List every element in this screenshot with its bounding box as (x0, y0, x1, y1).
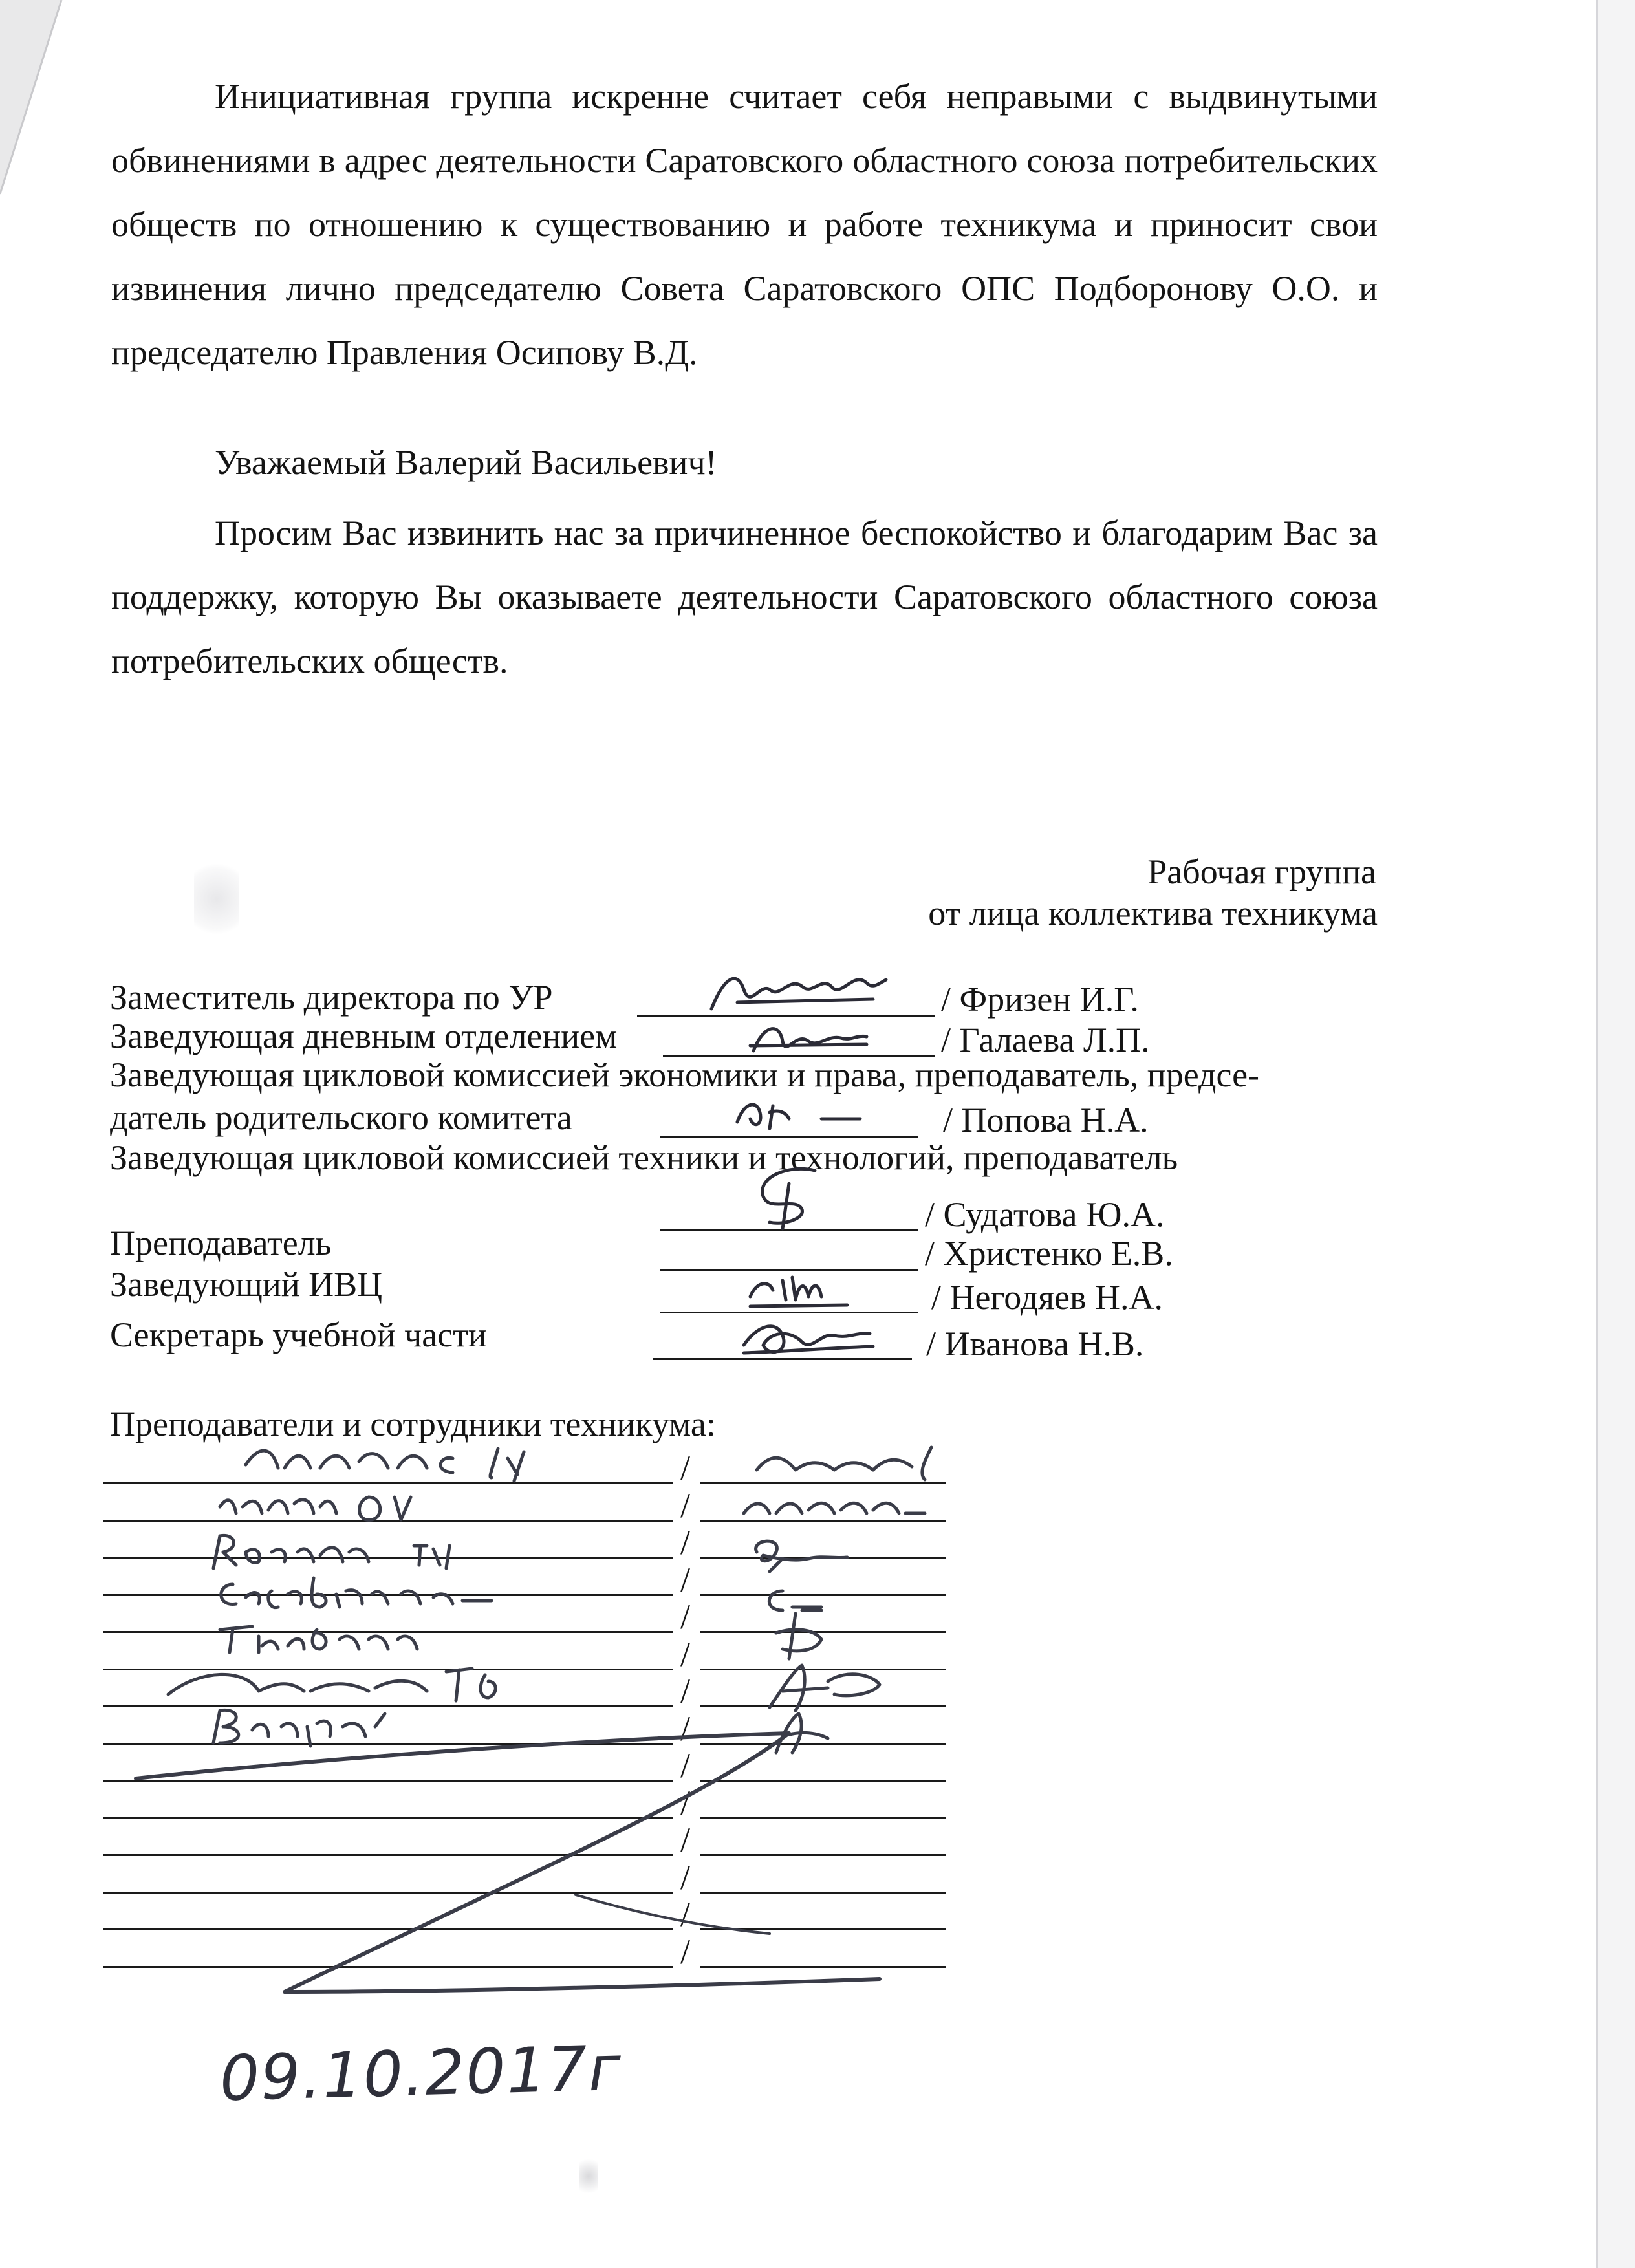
signatory-name: / Фризен И.Г. (941, 980, 1139, 1019)
staff-separator: / (680, 1523, 691, 1562)
staff-signature-2 (737, 1481, 931, 1533)
staff-separator: / (680, 1709, 691, 1748)
staff-separator: / (680, 1449, 691, 1487)
signature-ivanova (731, 1306, 886, 1371)
staff-heading: Преподаватели и сотрудники техникума: (110, 1405, 716, 1443)
working-group-subtitle: от лица коллектива техникума (928, 894, 1378, 933)
staff-separator: / (680, 1634, 691, 1674)
staff-separator: / (680, 1895, 691, 1934)
staff-separator: / (680, 1820, 691, 1859)
staff-separator: / (680, 1783, 691, 1822)
staff-separator: / (680, 1560, 691, 1599)
working-group-title: Рабочая группа (1147, 852, 1376, 891)
signatory-position: Преподаватель (110, 1224, 332, 1262)
signatory-position: Заведующая дневным отделением (110, 1017, 618, 1055)
signatory-name: / Иванова Н.В. (926, 1324, 1144, 1363)
salutation: Уважаемый Валерий Васильевич! (215, 443, 717, 482)
staff-separator: / (680, 1857, 691, 1897)
signatory-position: Секретарь учебной части (110, 1315, 487, 1354)
staff-separator: / (680, 1485, 691, 1525)
folded-corner (0, 0, 78, 207)
signatory-position: датель родительского комитета (110, 1098, 572, 1137)
staff-separator: / (680, 1672, 691, 1711)
paper-edge (1597, 0, 1635, 2268)
signature-popova (724, 1086, 880, 1138)
signatory-position: Заведующая цикловой комиссией техники и технологий, преподаватель (110, 1138, 1178, 1177)
staff-signature-3 (744, 1526, 873, 1578)
signatory-name: / Галаева Л.П. (941, 1021, 1150, 1059)
signatory-name: / Христенко Е.В. (925, 1234, 1173, 1273)
paragraph-1: Инициативная группа искренне считает себя неправыми с выдвинутыми обвинениями в адрес деятельности Саратовского областного союза потребительских обществ по отношению к существованию и работе техникума и приносит свои извинения лично председателю Совета Саратовского ОПС Подборонову О.О. и председателю Правления Осипову В.Д. (111, 77, 1378, 372)
staff-separator: / (680, 1746, 691, 1785)
staff-signature-1 (744, 1434, 951, 1486)
scan-smudge (579, 2154, 598, 2199)
staff-separator: / (680, 1597, 691, 1636)
letter-body (111, 65, 1378, 693)
scan-smudge (194, 854, 239, 944)
staff-separator: / (680, 1932, 691, 1971)
signatory-position: Заведующий ИВЦ (110, 1265, 383, 1304)
strike-through-mark (123, 1720, 964, 2011)
signature-galaeva (744, 1012, 873, 1064)
paragraph-2: Просим Вас извинить нас за причиненное беспокойство и благодарим Вас за поддержку, которую Вы оказываете деятельности Саратовского областного союза потребительских обществ. (111, 513, 1378, 680)
signatory-position: Заведующая цикловой комиссией экономики и права, преподаватель, предсе- (110, 1055, 1260, 1094)
signature-sudatova (731, 1158, 841, 1235)
signatory-name: / Судатова Ю.А. (925, 1195, 1165, 1234)
signatory-position: Заместитель директора по УР (110, 978, 553, 1017)
signatory-name: / Попова Н.А. (943, 1101, 1149, 1139)
date-handwritten: 09.10.2017г (219, 2031, 623, 2115)
paper-edge-line (1596, 0, 1598, 2268)
signatory-name: / Негодяев Н.А. (931, 1278, 1163, 1317)
